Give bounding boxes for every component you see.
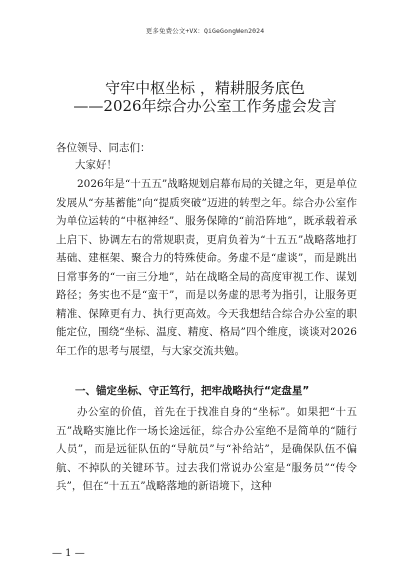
greeting: 大家好！ bbox=[75, 159, 117, 171]
page-number: — 1 — bbox=[52, 548, 85, 559]
document-title: 守牢中枢坐标 ，精耕服务底色 bbox=[105, 79, 305, 97]
body-paragraph: 办公室的价值，首先在于找准自身的“坐标”。如果把“十五五”战略实施比作一场长途远征，综合办公室绝不是简单的“随行人员”，而是远征队伍的“导航员”与“补给站”，是确保队伍不偏航、不掉队的关键环节。过去我们常说办公室是“服务员”“传令兵”，但在“十五五”战略落地的新语境下，这种 bbox=[56, 406, 357, 493]
salutation: 各位领导、同志们： bbox=[56, 142, 151, 154]
section-heading: 一、锚定坐标、守正笃行，把牢战略执行“定盘星” bbox=[75, 385, 310, 397]
document-subtitle: ——2026年综合办公室工作务虚会发言 bbox=[73, 97, 337, 115]
body-paragraph: 2026年是“十五五”战略规划启幕布局的关键之年，更是单位发展从“夯基蓄能”向“提质突破”迈进的转型之年。综合办公室作为单位运转的“中枢神经”、服务保障的“前沿阵地”，既承载着承上启下、协调左右的常规职责，更肩负着为“十五五”战略落地打基础、建框架、聚合力的特殊使命。务虚不是“虚谈”，而是跳出日常事务的“一亩三分地”，站在战略全局的高度审视工作、谋划路径；务实也不是“蛮干”，而是以务虚的思考为指引，让服务更精准、保障更有力、执行更高效。今天我想结合综合办公室的职能定位，围绕“坐标、温度、精度、格局”四个维度，谈谈对2026年工作的思考与展望，与大家交流共勉。 bbox=[56, 178, 357, 357]
header-watermark: 更多免费公文+VX：QiGeGongWen2024 bbox=[145, 27, 265, 35]
